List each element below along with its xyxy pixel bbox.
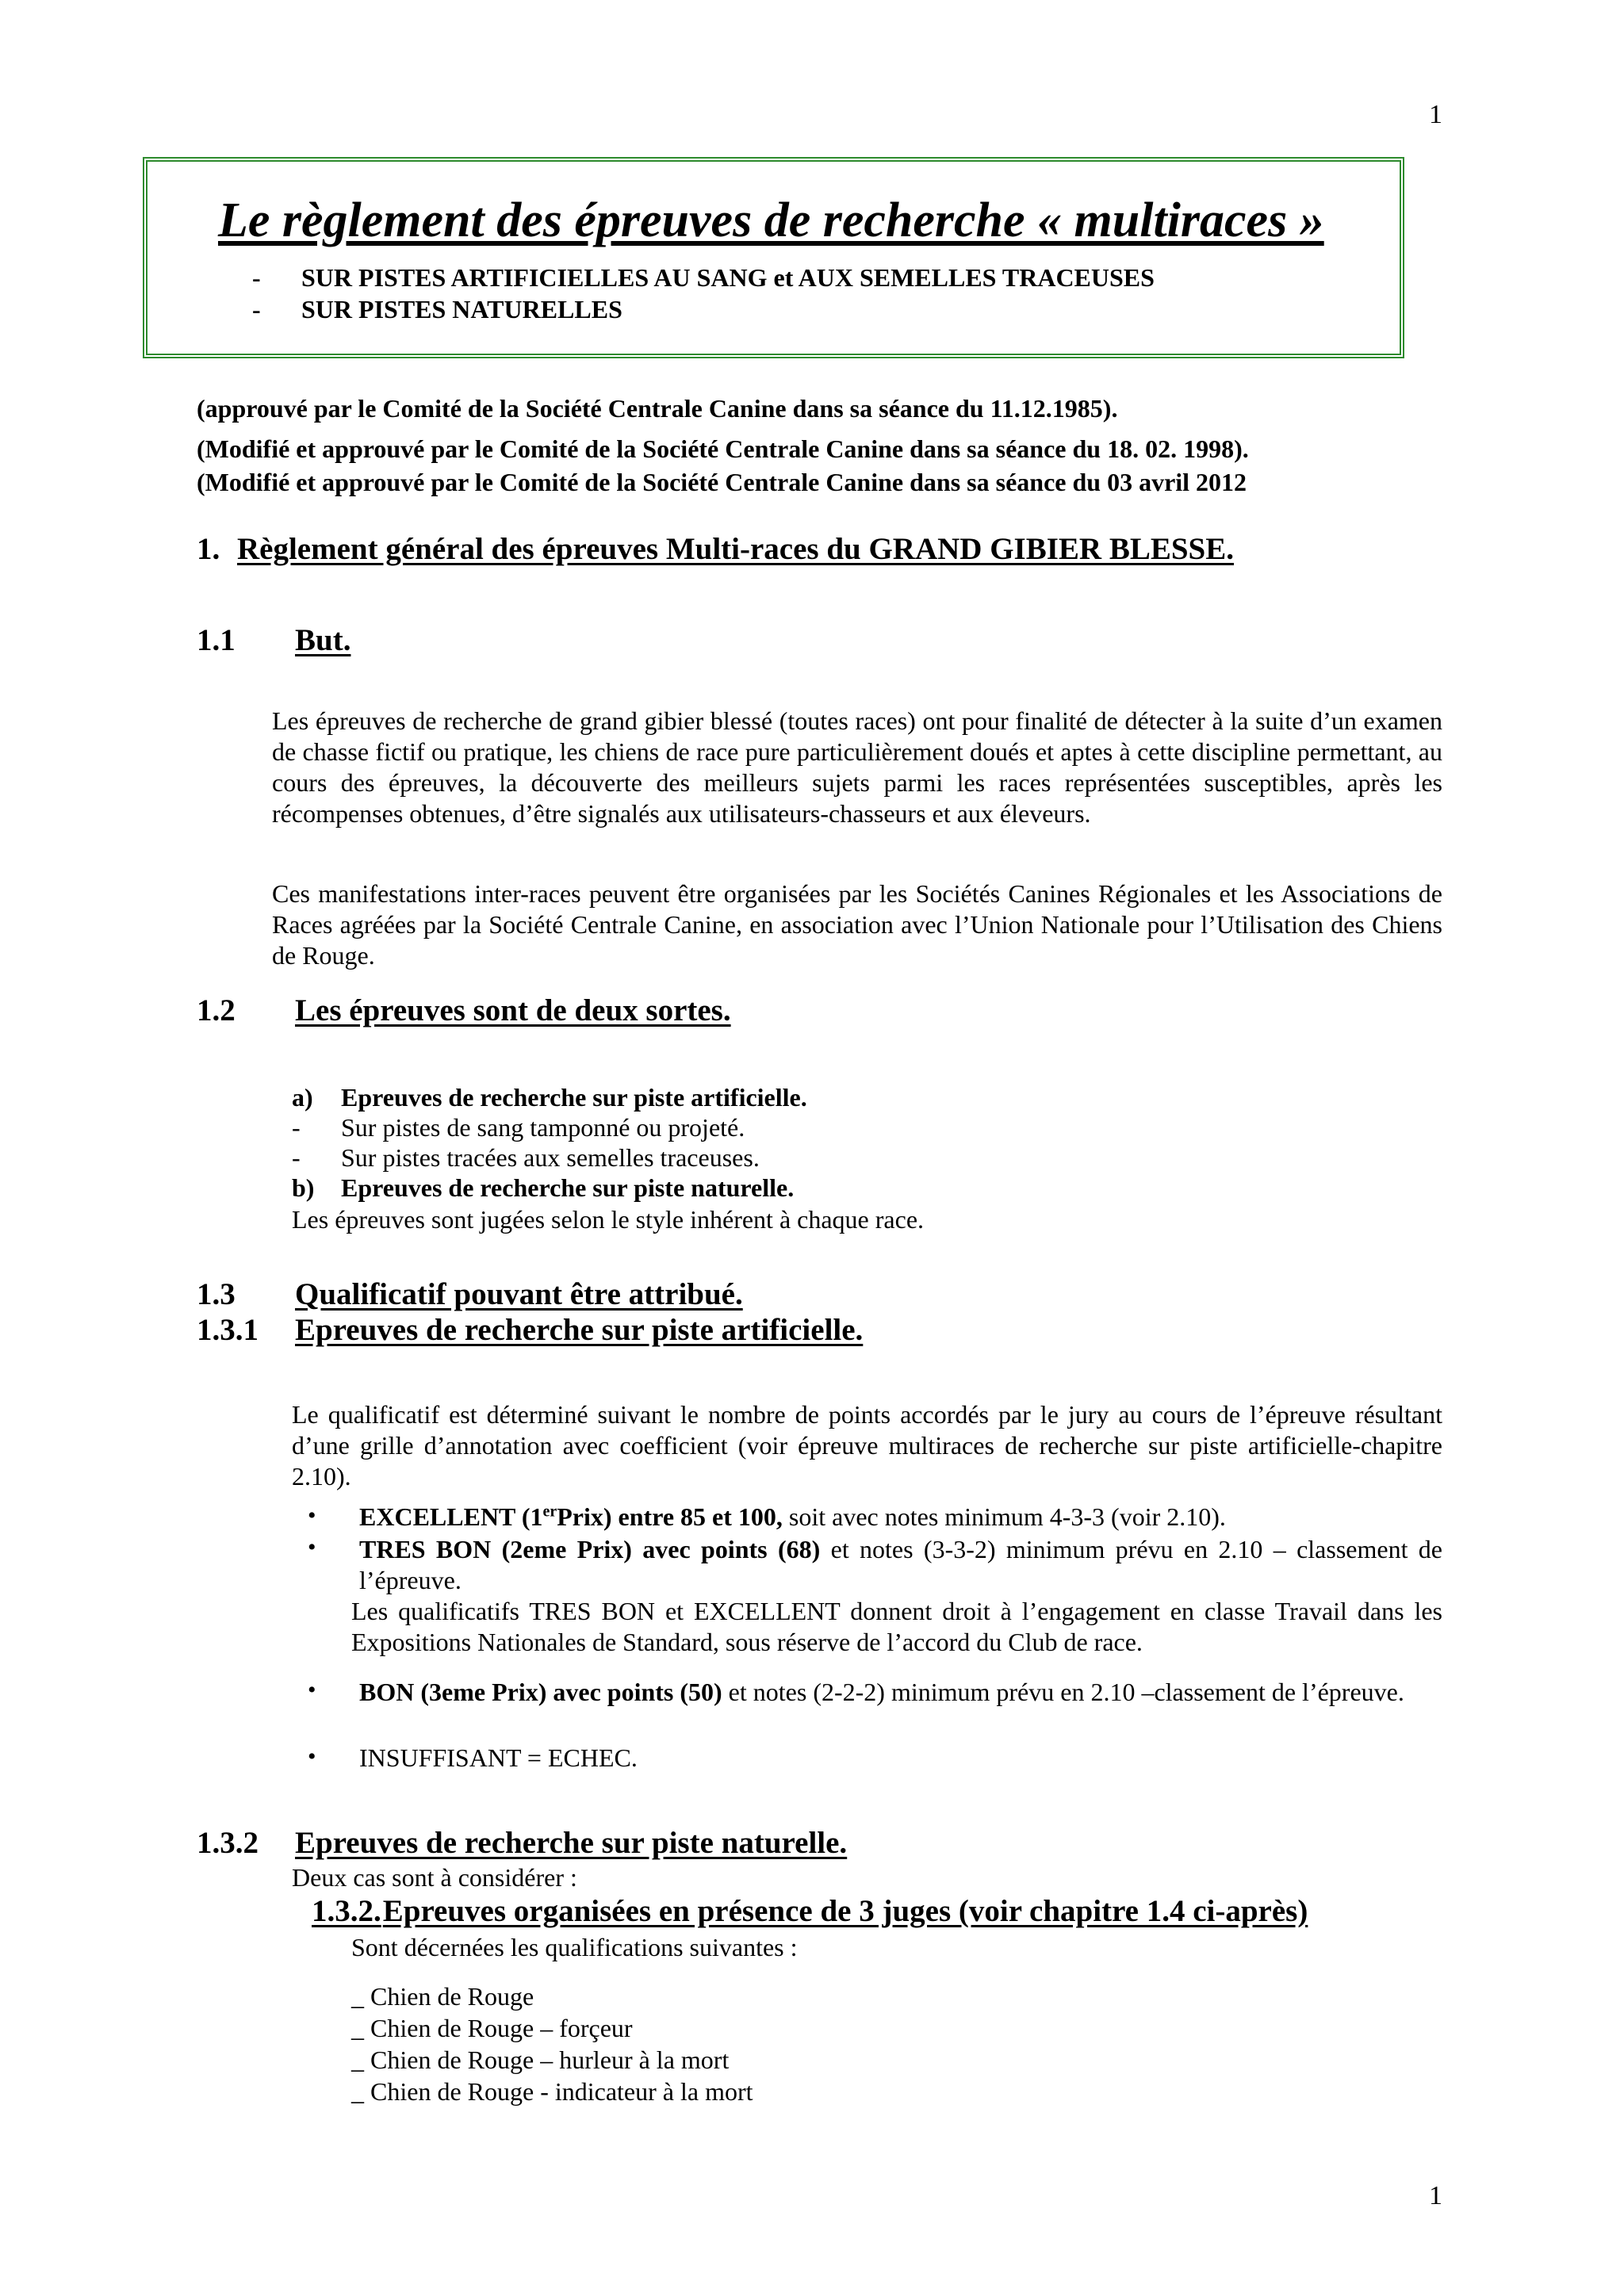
page-number-bottom: 1 [1429, 2181, 1442, 2210]
section-1-3-1-number: 1.3.1 [197, 1313, 259, 1347]
trial-dash-2: - Sur pistes tracées aux semelles traceuses. [292, 1143, 760, 1172]
trial-style-note: Les épreuves sont jugées selon le style inhérent à chaque race. [292, 1205, 925, 1234]
approval-1985: (approuvé par le Comité de la Société Centrale Canine dans sa séance du 11.12.1985). [197, 394, 1118, 423]
section-1-3-title: Qualificatif pouvant être attribué. [295, 1277, 743, 1311]
trial-type-a: a) Epreuves de recherche sur piste artificielle. [292, 1083, 807, 1112]
section-1-heading: 1. Règlement général des épreuves Multi-races du GRAND GIBIER BLESSE. [197, 532, 1235, 566]
document-title: Le règlement des épreuves de recherche « multiraces » [218, 193, 1324, 247]
bullet-dot: • [308, 1502, 316, 1529]
grade-bon: BON (3eme Prix) avec points (50) et notes (2-2-2) minimum prévu en 2.10 –classement de l’épreuve. [359, 1678, 1404, 1706]
subtitle-1: - SUR PISTES ARTIFICIELLES AU SANG et AUX SEMELLES TRACEUSES [252, 263, 1155, 292]
grade-excellent: EXCELLENT (1erPrix) entre 85 et 100, soit avec notes minimum 4-3-3 (voir 2.10). [359, 1502, 1226, 1531]
organisation-paragraph: Ces manifestations inter-races peuvent être organisées par les Sociétés Canines Régionales et les Associations de Races agréées par la Société Centrale Canine, en association avec l’Union Nationale pour l’Utilisation des Chiens de Rouge. [272, 879, 1442, 970]
section-1-2-number: 1.2 [197, 993, 236, 1027]
section-1-2-title: Les épreuves sont de deux sortes. [295, 993, 731, 1027]
bullet-dot: • [308, 1534, 316, 1560]
qualification-item: _ Chien de Rouge – hurleur à la mort [351, 2045, 730, 2074]
qualification-intro: Le qualificatif est déterminé suivant le nombre de points accordés par le jury au cours de l’épreuve résultant d’une grille d’annotation avec coefficient (voir épreuve multiraces de recherche sur piste artificielle-chapitre 2.10). [292, 1400, 1442, 1490]
trial-type-b: b) Epreuves de recherche sur piste naturelle. [292, 1173, 795, 1202]
qualification-item: _ Chien de Rouge - indicateur à la mort [351, 2077, 753, 2106]
trial-dash-1: - Sur pistes de sang tamponné ou projeté. [292, 1113, 745, 1142]
cases-intro: Deux cas sont à considérer : [292, 1863, 577, 1892]
qualification-item: _ Chien de Rouge [351, 1982, 534, 2011]
qualification-item: _ Chien de Rouge – forçeur [351, 2014, 633, 2042]
grade-note: Les qualificatifs TRES BON et EXCELLENT donnent droit à l’engagement en classe Travail dans les Expositions Nationales de Standard, sous réserve de l’accord du Club de race. [351, 1597, 1442, 1656]
qualifications-intro: Sont décernées les qualifications suivantes : [351, 1933, 798, 1961]
purpose-paragraph: Les épreuves de recherche de grand gibier blessé (toutes races) ont pour finalité de détecter à la suite d’un examen de chasse fictif ou pratique, les chiens de race pure particulièrement doués et aptes à cette discipline permettant, au cours des épreuves, la découverte des meilleurs sujets parmi les races représentées susceptibles, après les récompenses obtenues, d’être signalés aux utilisateurs-chasseurs et aux éleveurs. [272, 706, 1442, 828]
page-number-top: 1 [1429, 100, 1442, 129]
section-1-3-2-number: 1.3.2 [197, 1826, 259, 1860]
grade-tres-bon: TRES BON (2eme Prix) avec points (68) et notes (3-3-2) minimum prévu en 2.10 – classement de l’épreuve. [359, 1535, 1443, 1594]
section-1-3-2-title: Epreuves de recherche sur piste naturelle. [295, 1826, 848, 1860]
bullet-dot: • [308, 1677, 316, 1703]
subsection-three-judges: 1.3.2.Epreuves organisées en présence de 3 juges (voir chapitre 1.4 ci-après) [312, 1894, 1308, 1928]
bullet-dot: • [308, 1743, 316, 1770]
section-1-3-1-title: Epreuves de recherche sur piste artificielle. [295, 1313, 864, 1347]
approval-2012: (Modifié et approuvé par le Comité de la Société Centrale Canine dans sa séance du 03 avril 2012 [197, 468, 1247, 496]
grade-insuffisant: INSUFFISANT = ECHEC. [359, 1743, 638, 1772]
section-1-1-number: 1.1 [197, 623, 236, 657]
title-box [143, 157, 1404, 358]
approval-1998: (Modifié et approuvé par le Comité de la Société Centrale Canine dans sa séance du 18. 02. 1998). [197, 434, 1249, 463]
subtitle-2: - SUR PISTES NATURELLES [252, 295, 622, 323]
section-1-1-title: But. [295, 623, 351, 657]
section-1-3-number: 1.3 [197, 1277, 236, 1311]
